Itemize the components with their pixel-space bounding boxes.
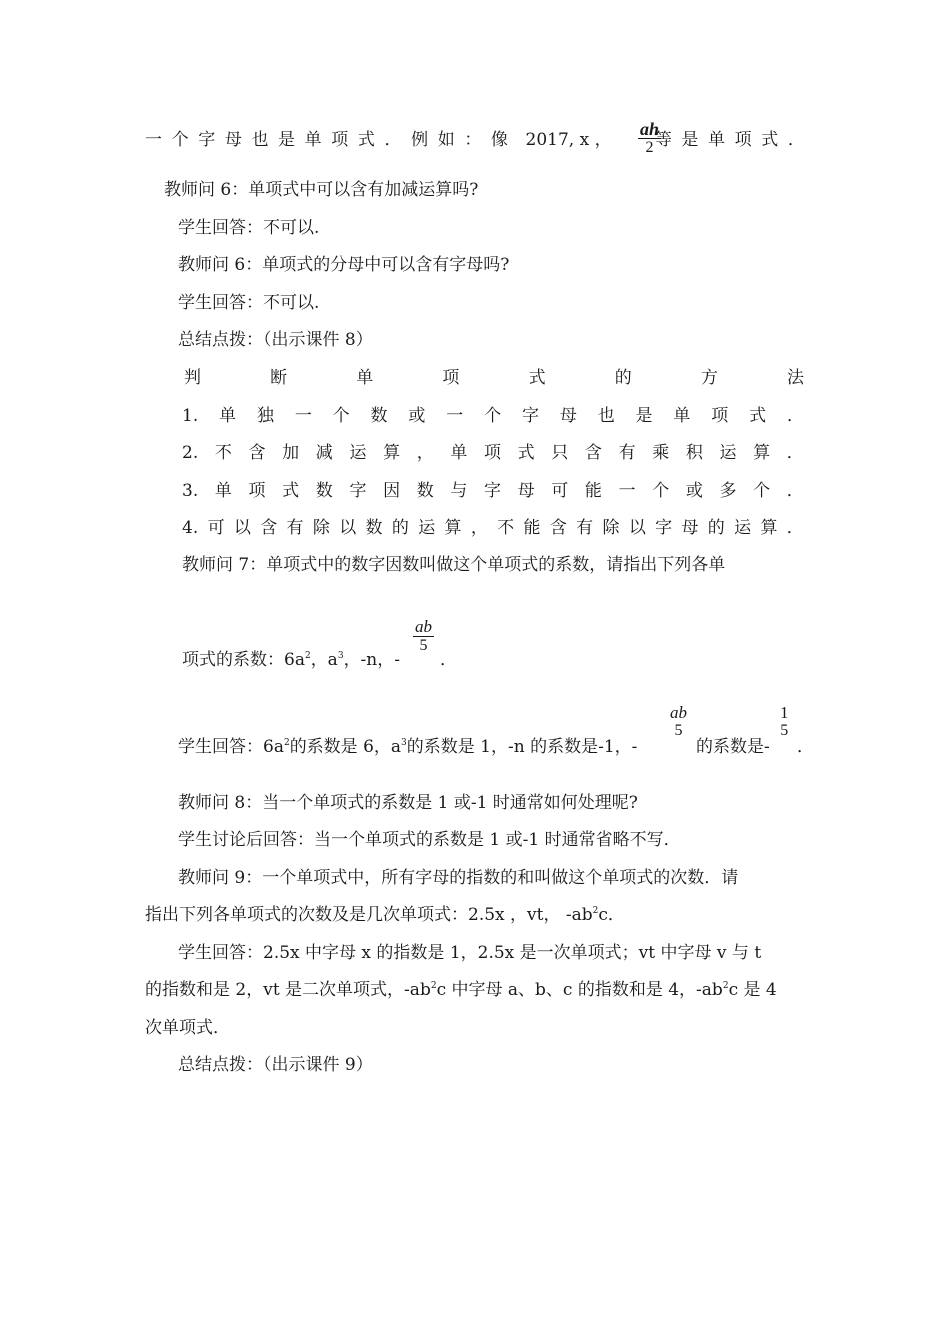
numerator: ah [640,119,660,139]
char: 是 [681,130,699,150]
char: 个 [753,481,771,501]
char: 断 [270,368,288,388]
char: 一 [446,406,464,426]
char: 式 [761,130,779,150]
text: 的系数是 6，a [289,737,402,757]
fraction-ab-over-5 [668,704,689,740]
teacher-question-8: 教师问 8：当一个单项式的系数是 1 或-1 时通常如何处理呢? [178,793,638,813]
char: 可 [207,518,225,538]
char: 方 [700,368,718,388]
student-answer-9-end: 次单项式． [145,1018,230,1038]
char: 2. [182,443,199,463]
text: 项式的系数：6a [182,650,305,670]
char: 式 [528,368,546,388]
char: 单 [304,130,322,150]
char: 数 [315,481,333,501]
text: 学生回答：6a [178,737,284,757]
char: 像 [490,130,508,150]
char: 能 [523,518,541,538]
text: c 中字母 a、b、c 的指数和是 4，-ab [436,980,723,1000]
char: 或 [408,406,426,426]
char: 积 [685,443,703,463]
char: 字 [521,406,539,426]
char: 不 [214,443,232,463]
char: 单 [214,481,232,501]
char: 以 [628,518,646,538]
text: ，a [310,650,338,670]
text: 2017, x ， [525,130,612,150]
char: 的 [707,518,725,538]
numerator: 1 [780,703,789,722]
char: 算 [444,518,462,538]
exponent: 2 [722,981,729,991]
char: 等 [654,130,672,150]
char: 单 [356,368,374,388]
char: 字 [349,481,367,501]
method-heading [184,366,804,390]
text: 的系数是- [696,737,770,757]
char: 一 [294,406,312,426]
student-answer-6a: 学生回答：不可以. [178,218,320,238]
char: 的 [391,518,409,538]
denominator: 5 [674,722,683,739]
char: 乘 [652,443,670,463]
text: 的指数和是 2，vt 是二次单项式，-ab [145,980,431,1000]
char: ． [786,406,804,426]
char: 可 [551,481,569,501]
numerator: ab [415,617,432,636]
char: 母 [517,481,535,501]
char: 含 [260,518,278,538]
char: 项 [331,130,349,150]
char: 式 [517,443,535,463]
char: 独 [256,406,274,426]
char: 式 [749,406,767,426]
teacher-question-6b: 教师问 6：单项式的分母中可以含有字母吗? [178,255,510,275]
char: 除 [602,518,620,538]
char: 含 [248,443,266,463]
char: 例 [411,130,429,150]
char: 母 [559,406,577,426]
student-answer-9: 学生回答：2.5x 中字母 x 的指数是 1，2.5x 是一次单项式；vt 中字母 v 与 t [178,943,762,963]
char: ， [416,443,434,463]
char: 算 [760,518,778,538]
text: c． [598,905,625,925]
denominator: 5 [780,722,789,739]
char: 算 [383,443,401,463]
student-answer-7 [178,735,637,759]
char: 数 [365,518,383,538]
char: 运 [719,443,737,463]
char: 单 [673,406,691,426]
denominator: 5 [419,637,428,654]
char: 一 [145,130,162,150]
method-item-1 [182,404,804,428]
char: 单 [219,406,237,426]
char: 项 [734,130,752,150]
teacher-question-7-cont [182,648,400,672]
char: 是 [635,406,653,426]
numerator: ab [670,703,687,722]
char: 与 [450,481,468,501]
char: ． [384,130,402,150]
text: 的系数是 1，-n 的系数是-1，- [406,737,638,757]
char: 的 [614,368,632,388]
char: 或 [685,481,703,501]
char: 式 [282,481,300,501]
exponent: 3 [401,738,407,748]
char: ． [786,518,804,538]
char: 个 [332,406,350,426]
char: 也 [251,130,269,150]
teacher-question-9: 教师问 9：一个单项式中，所有字母的指数的和叫做这个单项式的次数．请 [178,868,739,888]
char: ． [786,443,804,463]
char: 单 [450,443,468,463]
char: 含 [584,443,602,463]
text: ，-n，- [343,650,400,670]
char: 项 [442,368,460,388]
char: 母 [224,130,242,150]
summary-courseware-9: 总结点拨：（出示课件 9） [178,1055,373,1075]
char: 算 [753,443,771,463]
char: 字 [655,518,673,538]
char: 一 [618,481,636,501]
char: 减 [315,443,333,463]
char: 含 [549,518,567,538]
fraction-ab-over-5 [413,618,434,655]
exponent: 2 [304,651,311,661]
summary-courseware-8: 总结点拨：（出示课件 8） [178,330,373,350]
char: 3. [182,481,199,501]
text: c 是 4 [728,980,777,1000]
char: 以 [339,518,357,538]
denominator: 2 [645,139,654,156]
char: 因 [383,481,401,501]
char: 运 [734,518,752,538]
char: 有 [286,518,304,538]
char: 有 [618,443,636,463]
char: ， [470,518,488,538]
text: ． [440,650,457,670]
char: 只 [551,443,569,463]
char: 是 [278,130,296,150]
fraction-ah-over-2 [638,120,661,157]
char: 1. [182,406,199,426]
char: 字 [198,130,216,150]
char: ． [786,481,804,501]
char: 运 [349,443,367,463]
exponent: 2 [430,981,437,991]
exponent: 2 [283,738,290,748]
char: 数 [370,406,388,426]
char: 能 [584,481,602,501]
exponent: 2 [592,906,599,916]
char: 运 [418,518,436,538]
text: ． [797,737,814,757]
char: 母 [681,518,699,538]
intro-line [145,128,805,152]
method-item-4 [182,516,804,540]
char: 个 [171,130,189,150]
char: 个 [484,406,502,426]
teacher-question-6a: 教师问 6：单项式中可以含有加减运算吗? [164,180,479,200]
char: 个 [652,481,670,501]
char: 有 [576,518,594,538]
char: 以 [233,518,251,538]
char: 项 [711,406,729,426]
char: 法 [786,368,804,388]
char: 单 [708,130,726,150]
char: 如 [437,130,455,150]
text: 指出下列各单项式的次数及是几次单项式：2.5x ，vt， -ab [145,905,593,925]
char: 判 [184,368,201,388]
exponent: 3 [337,651,344,661]
char: ： [464,130,482,150]
char: 除 [312,518,330,538]
teacher-question-7: 教师问 7：单项式中的数字因数叫做这个单项式的系数，请指出下列各单 [182,555,726,575]
char: 不 [497,518,515,538]
student-answer-6b: 学生回答：不可以. [178,293,320,313]
char: 数 [416,481,434,501]
student-answer-8: 学生讨论后回答：当一个单项式的系数是 1 或-1 时通常省略不写． [178,830,681,850]
teacher-question-9-cont [145,903,625,927]
char: 多 [719,481,737,501]
char: 也 [597,406,615,426]
char: 项 [484,443,501,463]
method-item-2 [182,441,804,465]
char: ． [787,130,805,150]
method-item-3 [182,479,804,503]
char: 字 [484,481,501,501]
char: 4. [182,518,199,538]
fraction-1-over-5 [778,704,791,740]
char: 项 [248,481,266,501]
student-answer-9-cont [145,978,777,1002]
char: 加 [282,443,300,463]
char: 式 [357,130,375,150]
